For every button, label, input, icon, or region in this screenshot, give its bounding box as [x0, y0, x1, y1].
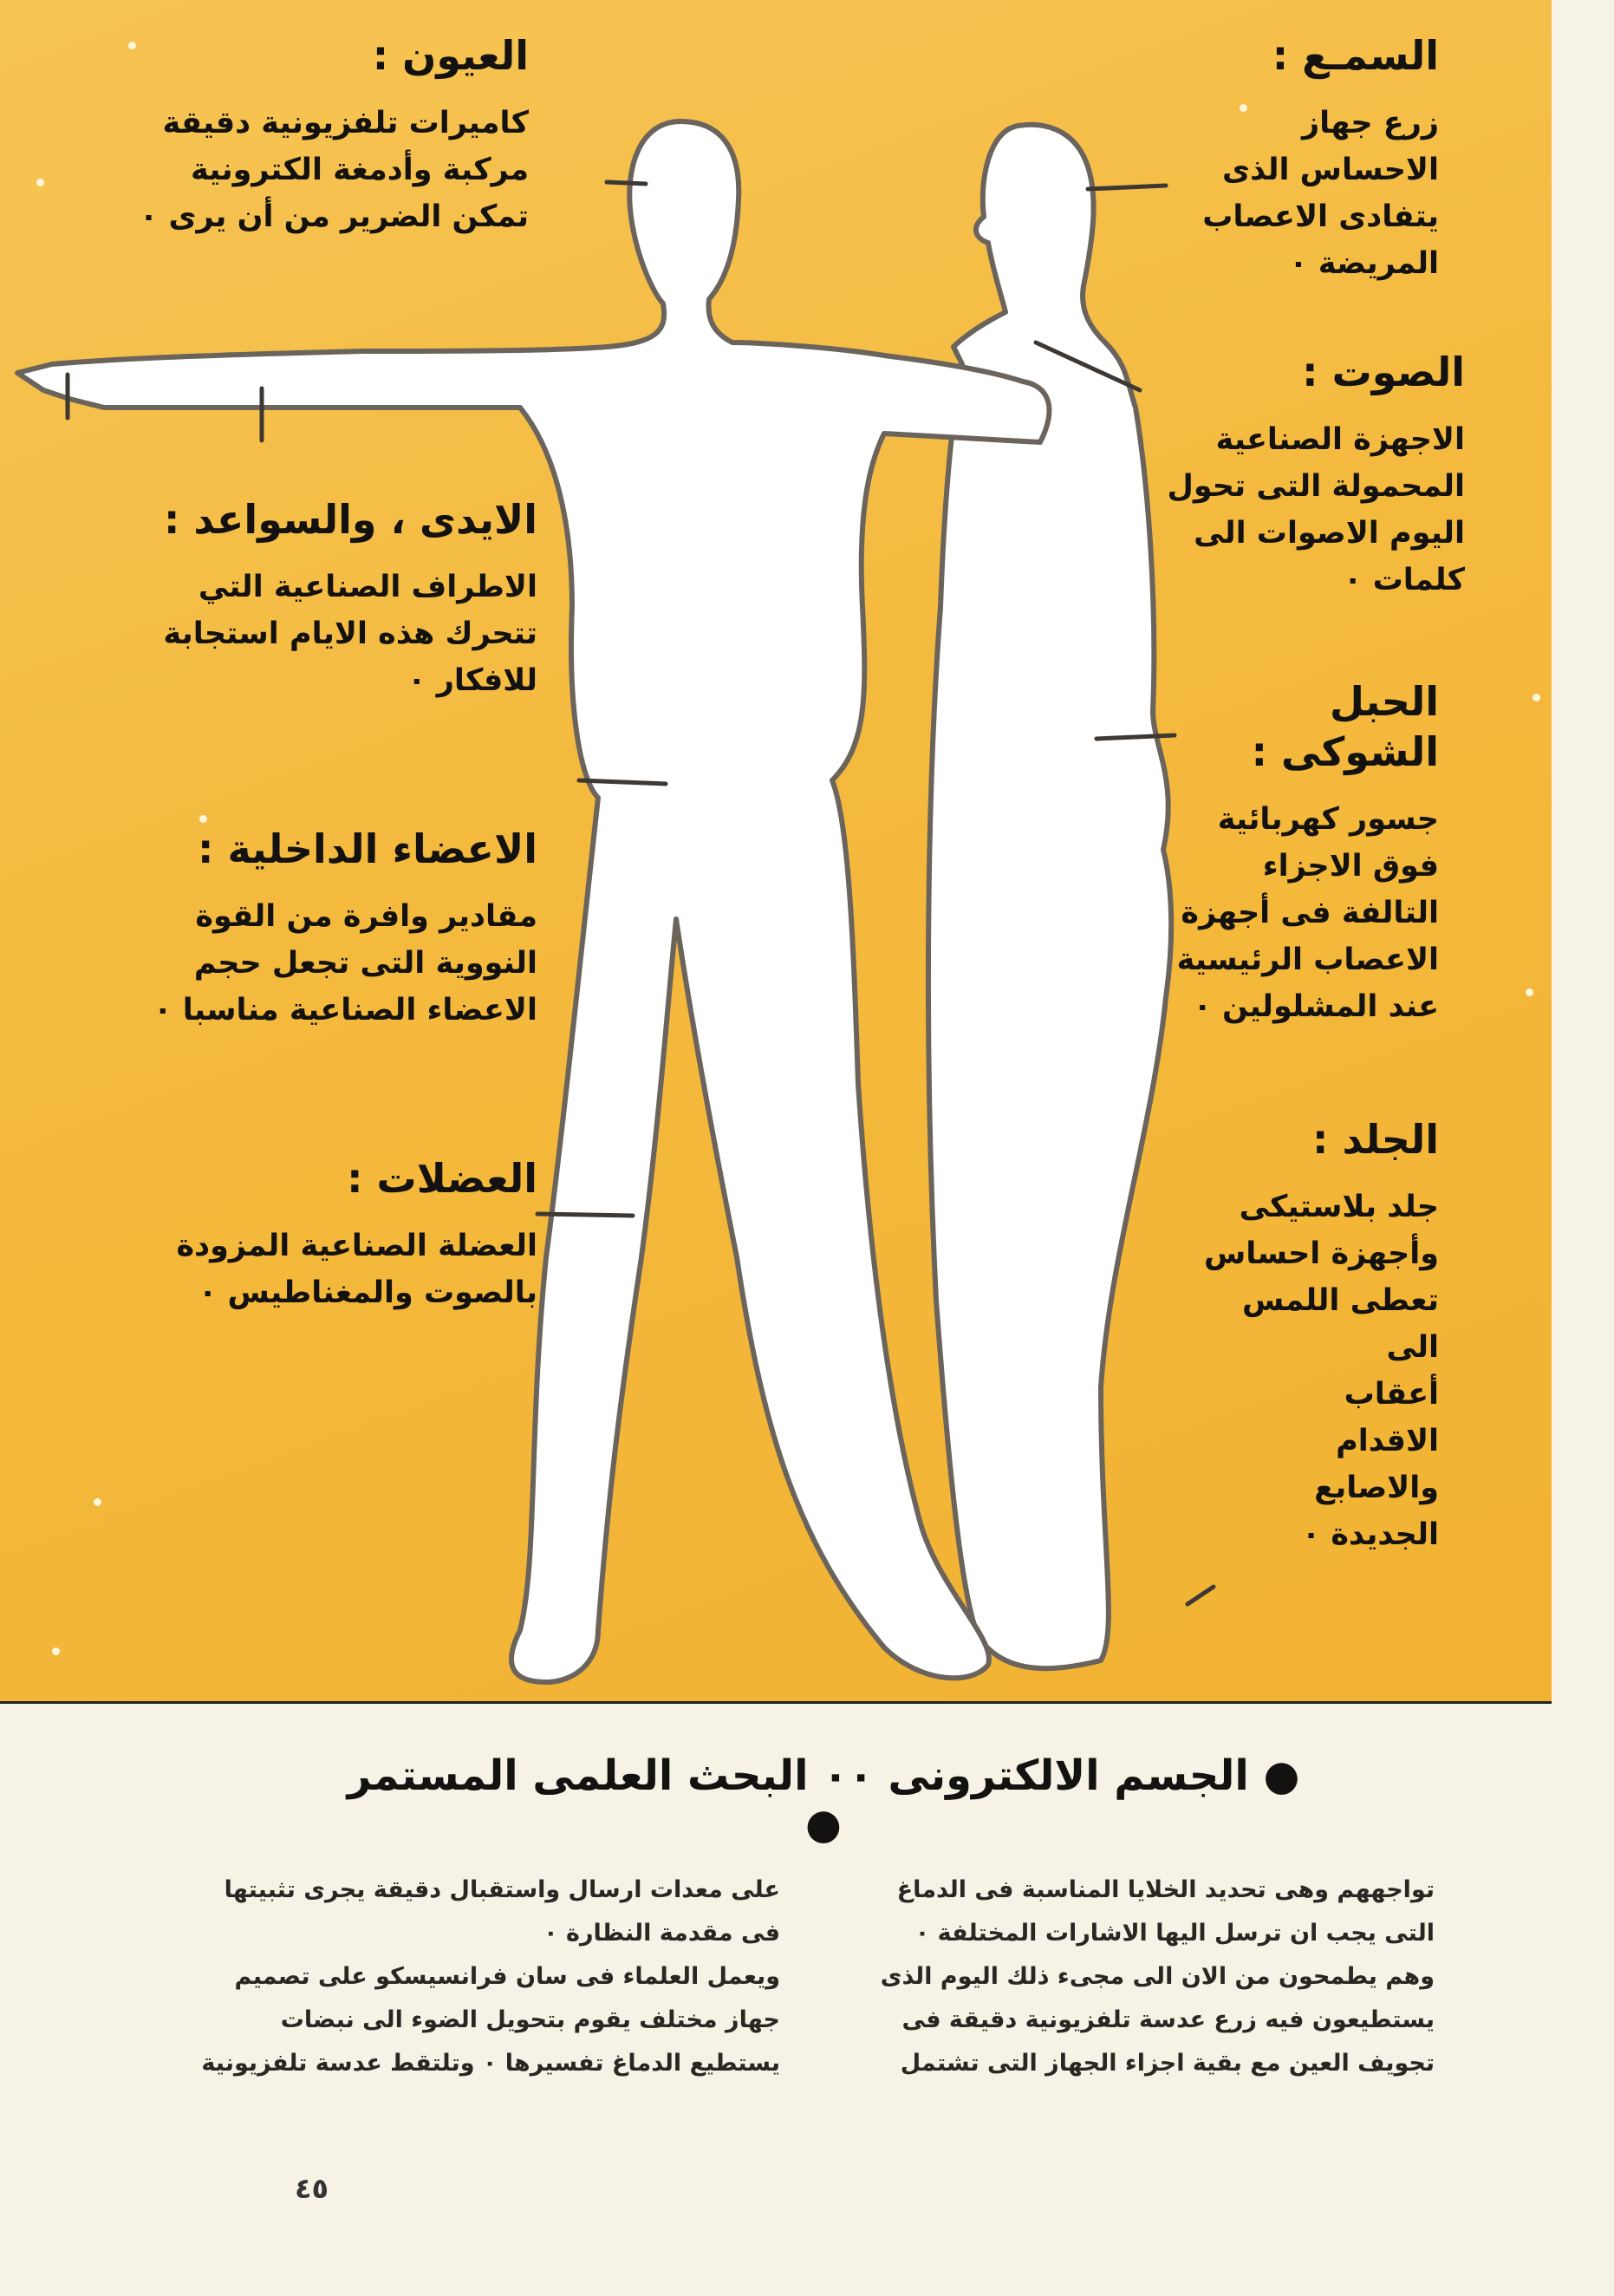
annotation-voice [1153, 347, 1465, 603]
body-line: يستطيع الدماغ تفسيرها ٠ وتلتقط عدسة تلفزيونية [201, 2050, 780, 2077]
annotation-muscles [87, 1153, 537, 1316]
body-line: تجويف العين مع بقية اجزاء الجهاز التى تشتمل [900, 2050, 1435, 2077]
annotation-line: اليوم الاصوات الى [1194, 516, 1465, 551]
annotation-title: الصوت : [1302, 349, 1465, 395]
page-number: ٤٥ [295, 2172, 329, 2205]
annotation-line: الاقدام [1336, 1424, 1439, 1458]
annotation-line: زرع جهاز [1301, 106, 1439, 140]
annotation-skin [1162, 1114, 1439, 1558]
caption-divider [0, 1701, 1552, 1704]
figure-caption: ● الجسم الالكترونى ٠٠ البحث العلمى المستمر ● [347, 1751, 1300, 1849]
annotation-line: جلد بلاستيكى [1239, 1190, 1439, 1224]
annotation-line: العضلة الصناعية المزودة [176, 1229, 537, 1263]
body-column-left [173, 1869, 780, 2085]
annotation-line: عند المشلولين ٠ [1193, 989, 1439, 1024]
annotation-line: أعقاب [1344, 1377, 1439, 1412]
line-eyes [607, 182, 646, 184]
annotation-line: المريضة ٠ [1289, 246, 1439, 281]
body-line: جهاز مختلف يقوم بتحويل الضوء الى نبضات [280, 2006, 780, 2033]
body-line: على معدات ارسال واستقبال دقيقة يجرى تثبيتها [224, 1876, 780, 1903]
annotation-line: تمكن الضرير من أن يرى ٠ [139, 199, 529, 234]
annotation-line: الى [1386, 1330, 1439, 1365]
body-line: يستطيعون فيه زرع عدسة تلفزيونية دقيقة فى [901, 2006, 1435, 2033]
annotation-hearing [1179, 30, 1439, 287]
annotation-line: مقادير وافرة من القوة [195, 899, 537, 934]
line-hearing [1088, 186, 1166, 189]
annotation-title: الجلد : [1312, 1116, 1439, 1163]
annotation-line: فوق الاجزاء [1262, 849, 1439, 884]
annotation-line: يتفادى الاعصاب [1202, 199, 1439, 234]
annotation-line: مركبة وأدمغة الكترونية [190, 153, 529, 187]
annotation-line: الاجهزة الصناعية [1215, 422, 1465, 457]
annotation-title: الشوكى : [1251, 728, 1439, 775]
annotation-line: التالفة فى أجهزة [1181, 896, 1439, 930]
profile-figure [928, 125, 1171, 1668]
body-line: التى يجب ان ترسل اليها الاشارات المختلفة ٠ [914, 1920, 1435, 1947]
annotation-line: الاعضاء الصناعية مناسبا ٠ [153, 993, 537, 1027]
body-column-right [810, 1869, 1435, 2085]
annotation-hands [87, 494, 537, 704]
annotation-line: الاطراف الصناعية التي [198, 570, 537, 604]
body-line: فى مقدمة النظارة ٠ [543, 1920, 780, 1947]
body-line: تواجههم وهى تحديد الخلايا المناسبة فى الدماغ [896, 1876, 1435, 1903]
annotation-line: الاعصاب الرئيسية [1176, 943, 1439, 977]
annotation-title: الاعضاء الداخلية : [198, 825, 537, 872]
annotation-title: العضلات : [347, 1155, 537, 1202]
annotation-line: تتحرك هذه الايام استجابة [163, 616, 537, 651]
line-muscles [537, 1214, 633, 1216]
annotation-organs [78, 824, 537, 1034]
annotation-line: الجديدة ٠ [1301, 1517, 1439, 1552]
annotation-line: الاحساس الذى [1222, 153, 1439, 187]
annotation-line: المحمولة التى تحول [1167, 469, 1465, 504]
annotation-line: للافكار ٠ [407, 663, 537, 698]
annotation-spine [1162, 676, 1439, 1030]
annotation-title: الحبل [1329, 678, 1439, 725]
line-foot [1188, 1587, 1214, 1604]
annotation-line: كلمات ٠ [1344, 563, 1465, 597]
annotation-line: النووية التى تجعل حجم [193, 946, 537, 981]
annotation-line: والاصابع [1314, 1471, 1439, 1505]
annotation-line: وأجهزة احساس [1204, 1236, 1439, 1271]
annotation-line: تعطى اللمس [1242, 1283, 1439, 1318]
annotation-eyes [95, 30, 529, 240]
body-line: ويعمل العلماء فى سان فرانسيسكو على تصميم [234, 1963, 780, 1990]
annotation-title: الايدى ، والسواعد : [164, 496, 537, 543]
annotation-title: العيون : [372, 32, 529, 79]
annotation-line: جسور كهربائية [1217, 802, 1439, 837]
annotation-line: كاميرات تلفزيونية دقيقة [162, 106, 529, 140]
annotation-line: بالصوت والمغناطيس ٠ [198, 1275, 537, 1310]
body-line: وهم يطمحون من الان الى مجىء ذلك اليوم الذى [880, 1963, 1435, 1990]
annotation-title: السمـع : [1272, 32, 1439, 79]
